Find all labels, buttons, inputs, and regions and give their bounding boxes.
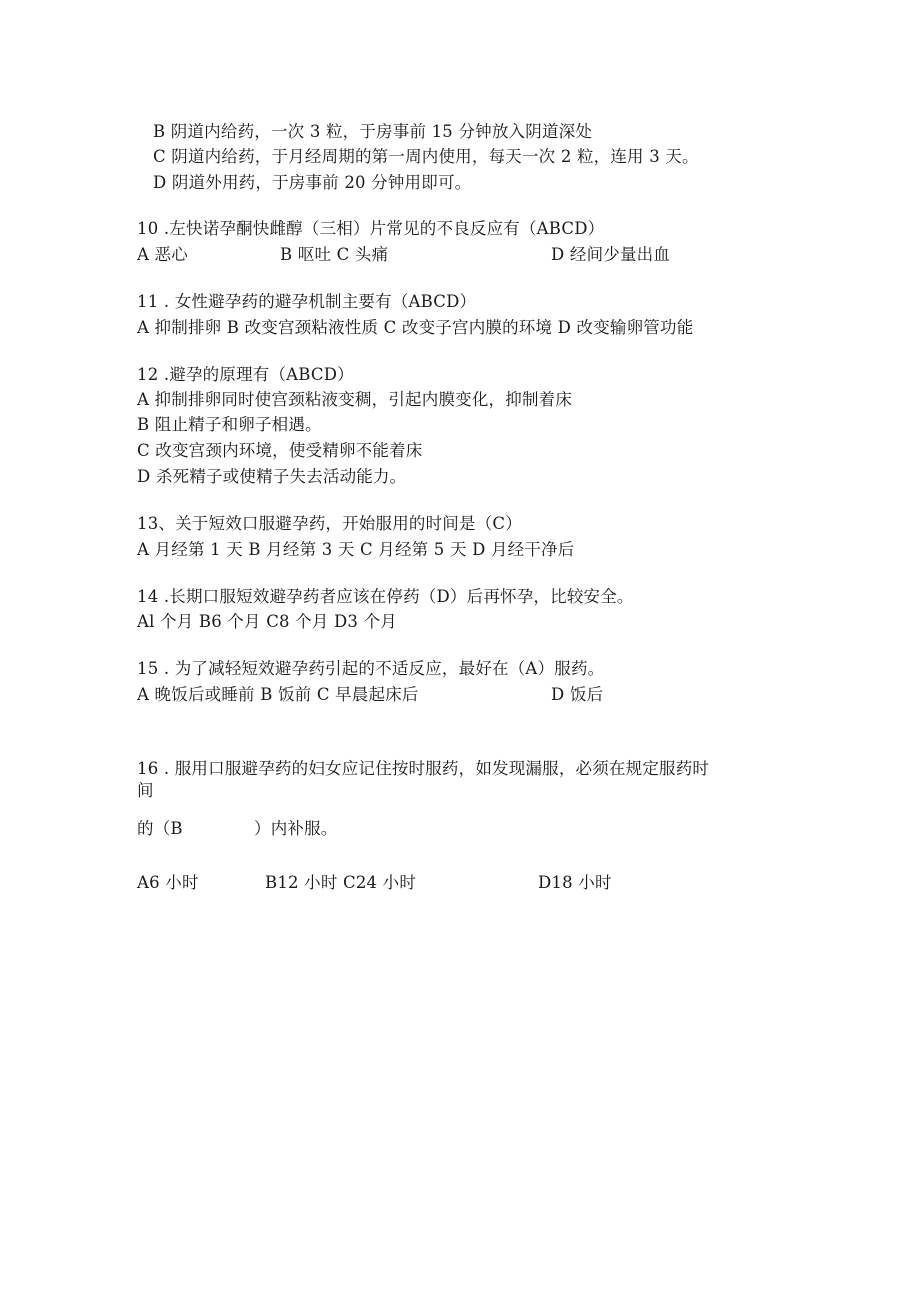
- q16-stem-tail: ）内补服。: [254, 819, 338, 838]
- q14-options: Al 个月 B6 个月 C8 个月 D3 个月: [137, 612, 397, 631]
- q13-stem: 13、关于短效口服避孕药，开始服用的时间是（C）: [137, 514, 522, 533]
- q12-option-b: B 阻止精子和卵子相遇。: [137, 415, 322, 434]
- q11-options: A 抑制排卵 B 改变宫颈粘液性质 C 改变子宫内膜的环境 D 改变输卵管功能: [137, 318, 694, 337]
- q12-option-d: D 杀死精子或使精子失去活动能力。: [137, 467, 407, 486]
- q16-option-d: D18 小时: [538, 873, 612, 892]
- q16-stem-answer: 的（B: [137, 819, 183, 838]
- q9-option-d: D 阴道外用药，于房事前 20 分钟用即可。: [153, 173, 472, 192]
- q10-option-bc: B 呕吐 C 头痛: [280, 245, 389, 264]
- q16-option-a: A6 小时: [137, 873, 199, 892]
- q12-option-c: C 改变宫颈内环境，使受精卵不能着床: [137, 441, 423, 460]
- q16-stem-line2: 间: [137, 781, 154, 800]
- q15-option-d: D 饭后: [551, 685, 604, 704]
- q13-options: A 月经第 1 天 B 月经第 3 天 C 月经第 5 天 D 月经干净后: [137, 540, 575, 559]
- q9-option-b: B 阴道内给药，一次 3 粒，于房事前 15 分钟放入阴道深处: [153, 122, 593, 141]
- q15-option-abc: A 晚饭后或睡前 B 饭前 C 早晨起床后: [137, 685, 419, 704]
- q10-option-d: D 经间少量出血: [551, 245, 671, 264]
- q16-stem-line1: 16 . 服用口服避孕药的妇女应记住按时服药，如发现漏服，必须在规定服药时: [137, 759, 710, 778]
- q12-stem: 12 .避孕的原理有（ABCD）: [137, 365, 354, 384]
- q12-option-a: A 抑制排卵同时使宫颈粘液变稠，引起内膜变化，抑制着床: [137, 390, 573, 409]
- q9-option-c: C 阴道内给药，于月经周期的第一周内使用，每天一次 2 粒，连用 3 天。: [153, 147, 699, 166]
- q15-stem: 15 . 为了减轻短效避孕药引起的不适反应，最好在（A）服药。: [137, 659, 605, 678]
- q14-stem: 14 .长期口服短效避孕药者应该在停药（D）后再怀孕，比较安全。: [137, 587, 634, 606]
- q10-stem: 10 .左快诺孕酮快雌醇（三相）片常见的不良反应有（ABCD）: [137, 219, 605, 238]
- q10-option-a: A 恶心: [137, 245, 188, 264]
- q11-stem: 11 . 女性避孕药的避孕机制主要有（ABCD）: [137, 292, 477, 311]
- q16-option-bc: B12 小时 C24 小时: [265, 873, 417, 892]
